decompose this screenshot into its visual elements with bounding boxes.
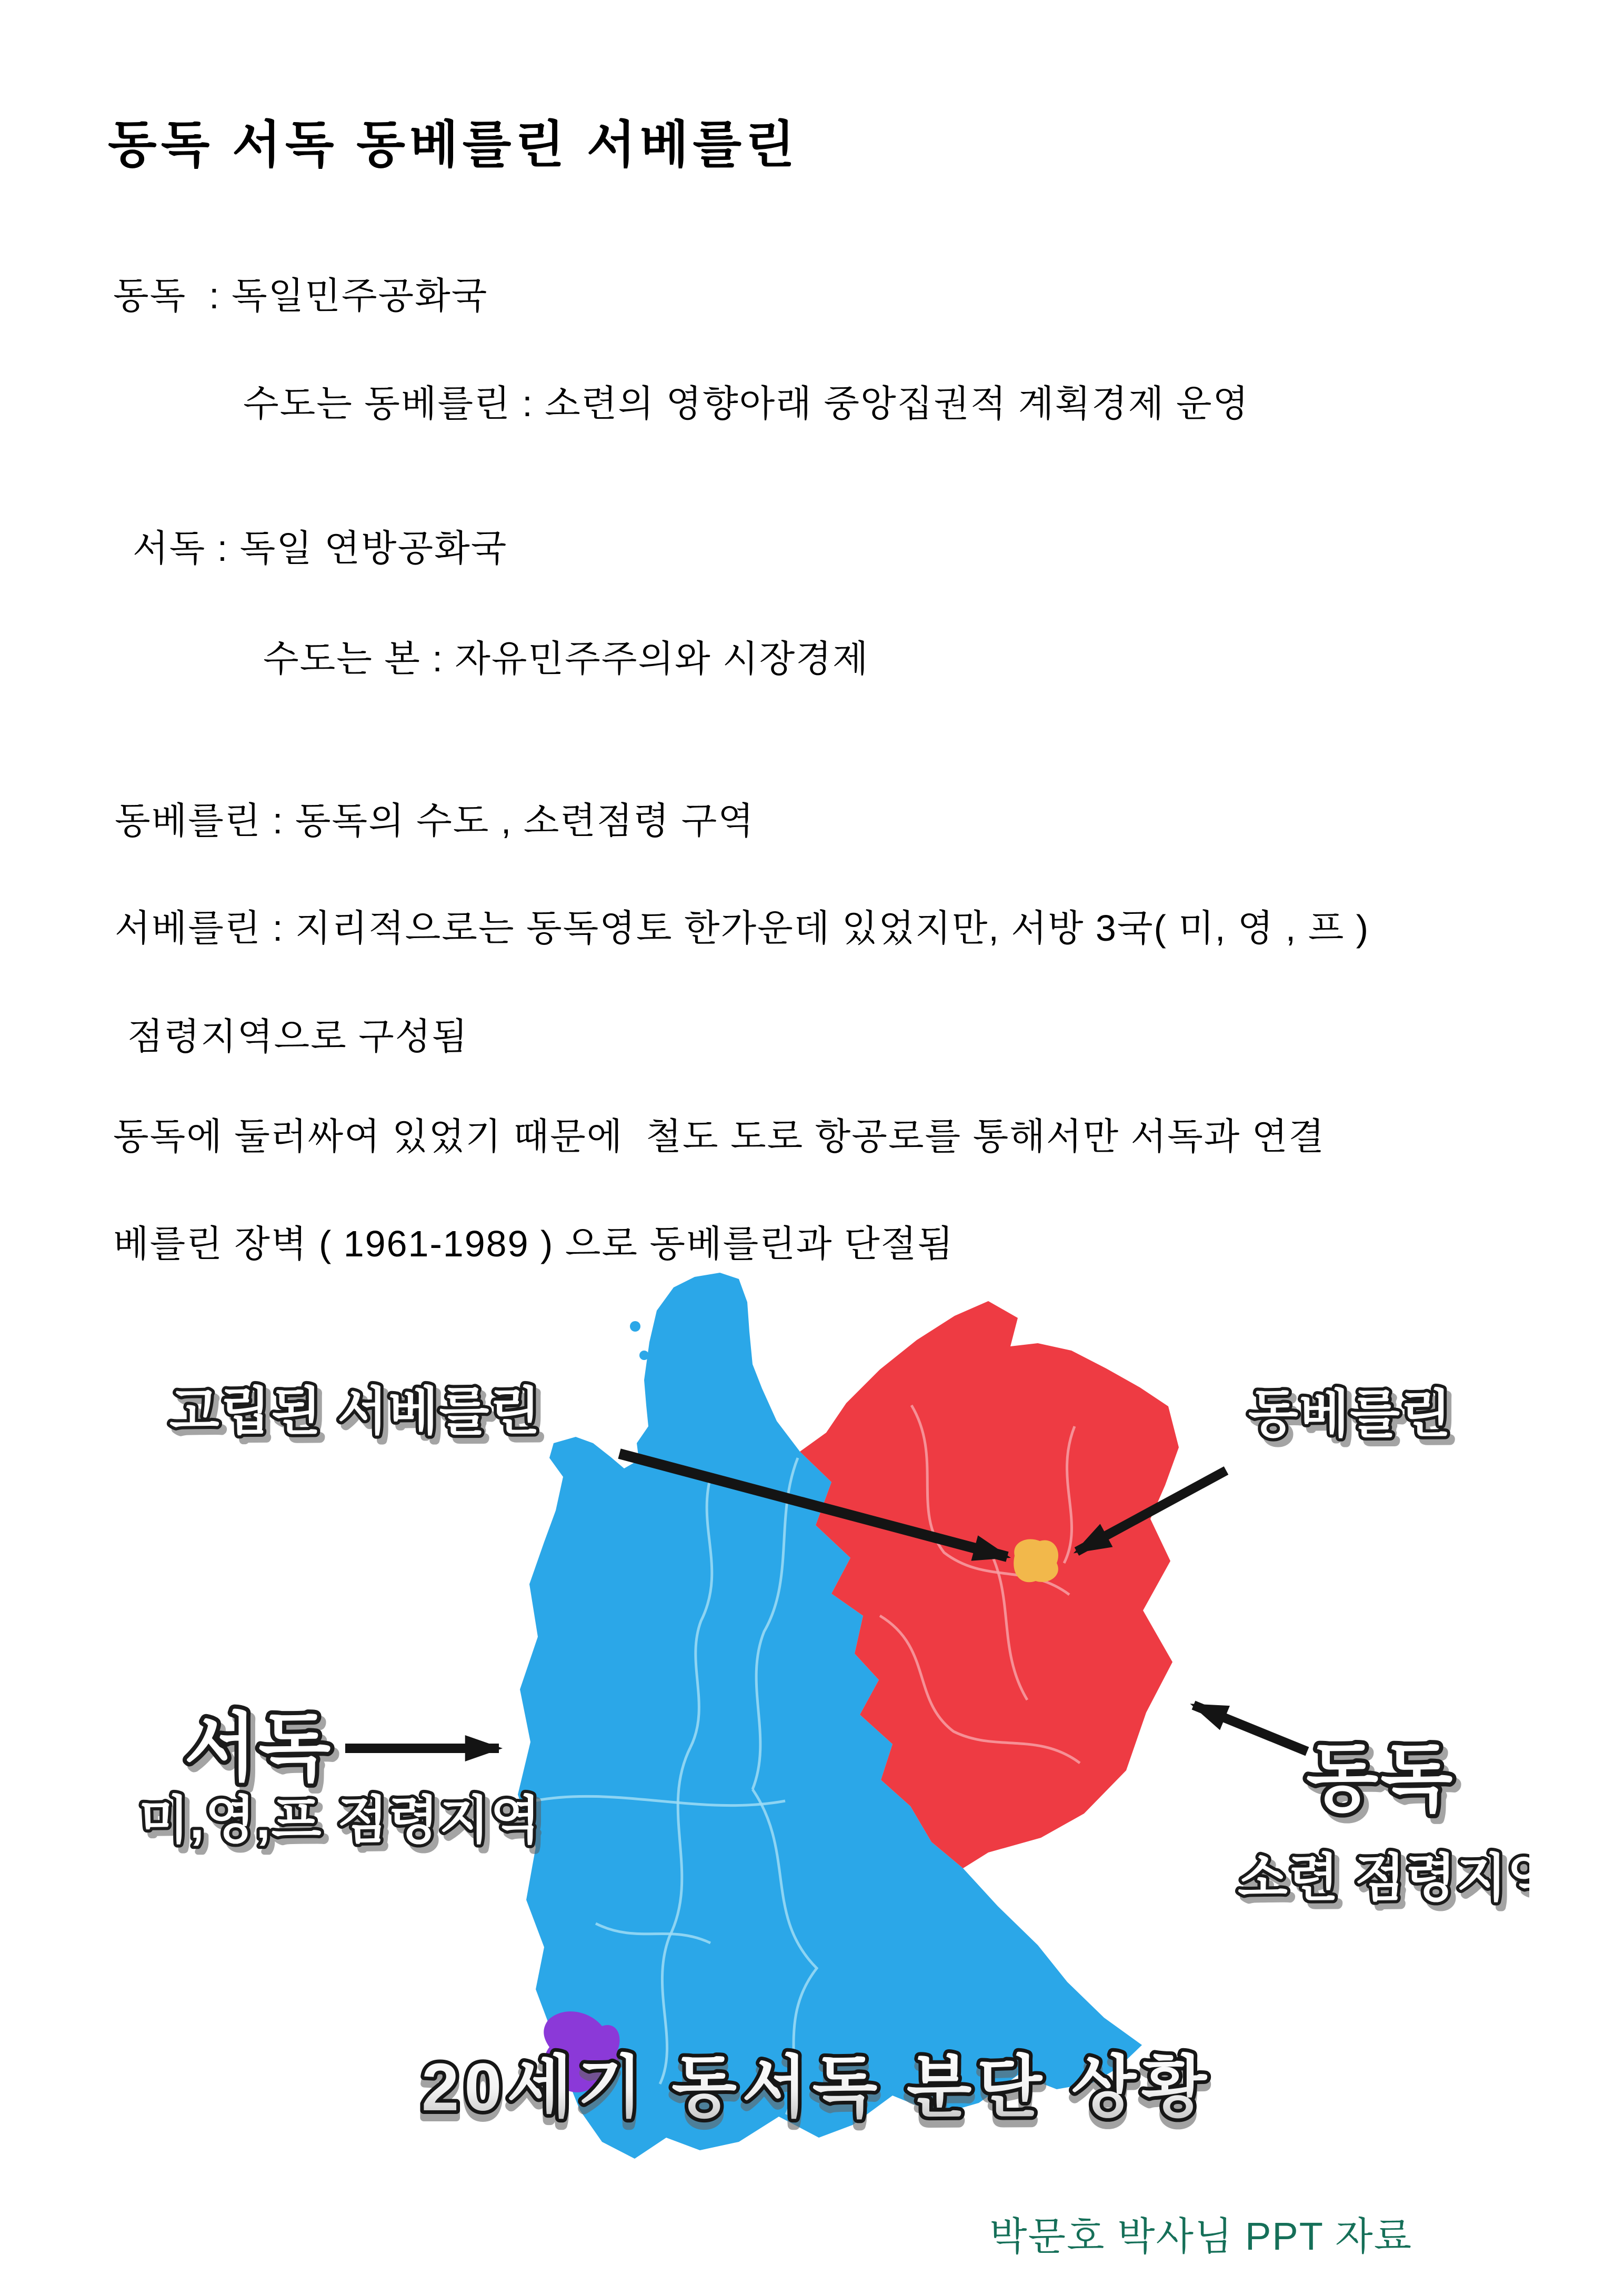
isolated-west-berlin-label: 고립된 서베를린 bbox=[169, 1382, 541, 1440]
island-dot bbox=[649, 1378, 656, 1385]
body-line-west-germany: 서독 : 독일 연방공화국 bbox=[133, 528, 508, 569]
island-dot bbox=[639, 1351, 649, 1360]
east-germany-label: 동독 bbox=[1306, 1737, 1455, 1820]
page-title: 동독 서독 동베를린 서베를린 bbox=[108, 117, 799, 174]
berlin-dot bbox=[1014, 1539, 1058, 1582]
east-berlin-label: 동베를린 bbox=[1248, 1385, 1452, 1443]
west-germany-label: 서독 bbox=[184, 1706, 333, 1790]
body-line-berlin-wall: 베를린 장벽 ( 1961-1989 ) 으로 동베를린과 단절됨 bbox=[113, 1223, 954, 1264]
body-line-east-berlin: 동베를린 : 동독의 수도 , 소련점령 구역 bbox=[115, 800, 755, 841]
map-figure bbox=[91, 1247, 1529, 2191]
body-line-east-germany: 동독 : 독일민주공화국 bbox=[113, 275, 488, 316]
germany-division-map bbox=[91, 1247, 1529, 2191]
credit-text: 박문호 박사님 PPT 자료 bbox=[989, 2214, 1413, 2258]
west-occupiers-label: 미,영,프 점령지역 bbox=[139, 1791, 542, 1849]
east-germany-arrow bbox=[1194, 1705, 1307, 1751]
island-dot bbox=[630, 1321, 640, 1332]
body-line-surrounded: 동독에 둘러싸여 있었기 때문에 철도 도로 항공로를 통해서만 서독과 연결 bbox=[113, 1116, 1326, 1157]
body-line-west-capital: 수도는 본 : 자유민주주의와 시장경제 bbox=[263, 638, 869, 679]
body-line-east-capital: 수도는 동베를린 : 소련의 영향아래 중앙집권적 계획경제 운영 bbox=[243, 383, 1250, 424]
body-line-west-berlin: 서베를린 : 지리적으로는 동독영토 한가운데 있었지만, 서방 3국( 미, 영 , 프 ) bbox=[115, 908, 1370, 949]
body-line-occupied-zone: 점령지역으로 구성됨 bbox=[127, 1016, 469, 1057]
map-caption: 20세기 동서독 분단 상황 bbox=[422, 2050, 1212, 2125]
east-occupiers-label: 소련 점령지역 bbox=[1238, 1849, 1529, 1907]
